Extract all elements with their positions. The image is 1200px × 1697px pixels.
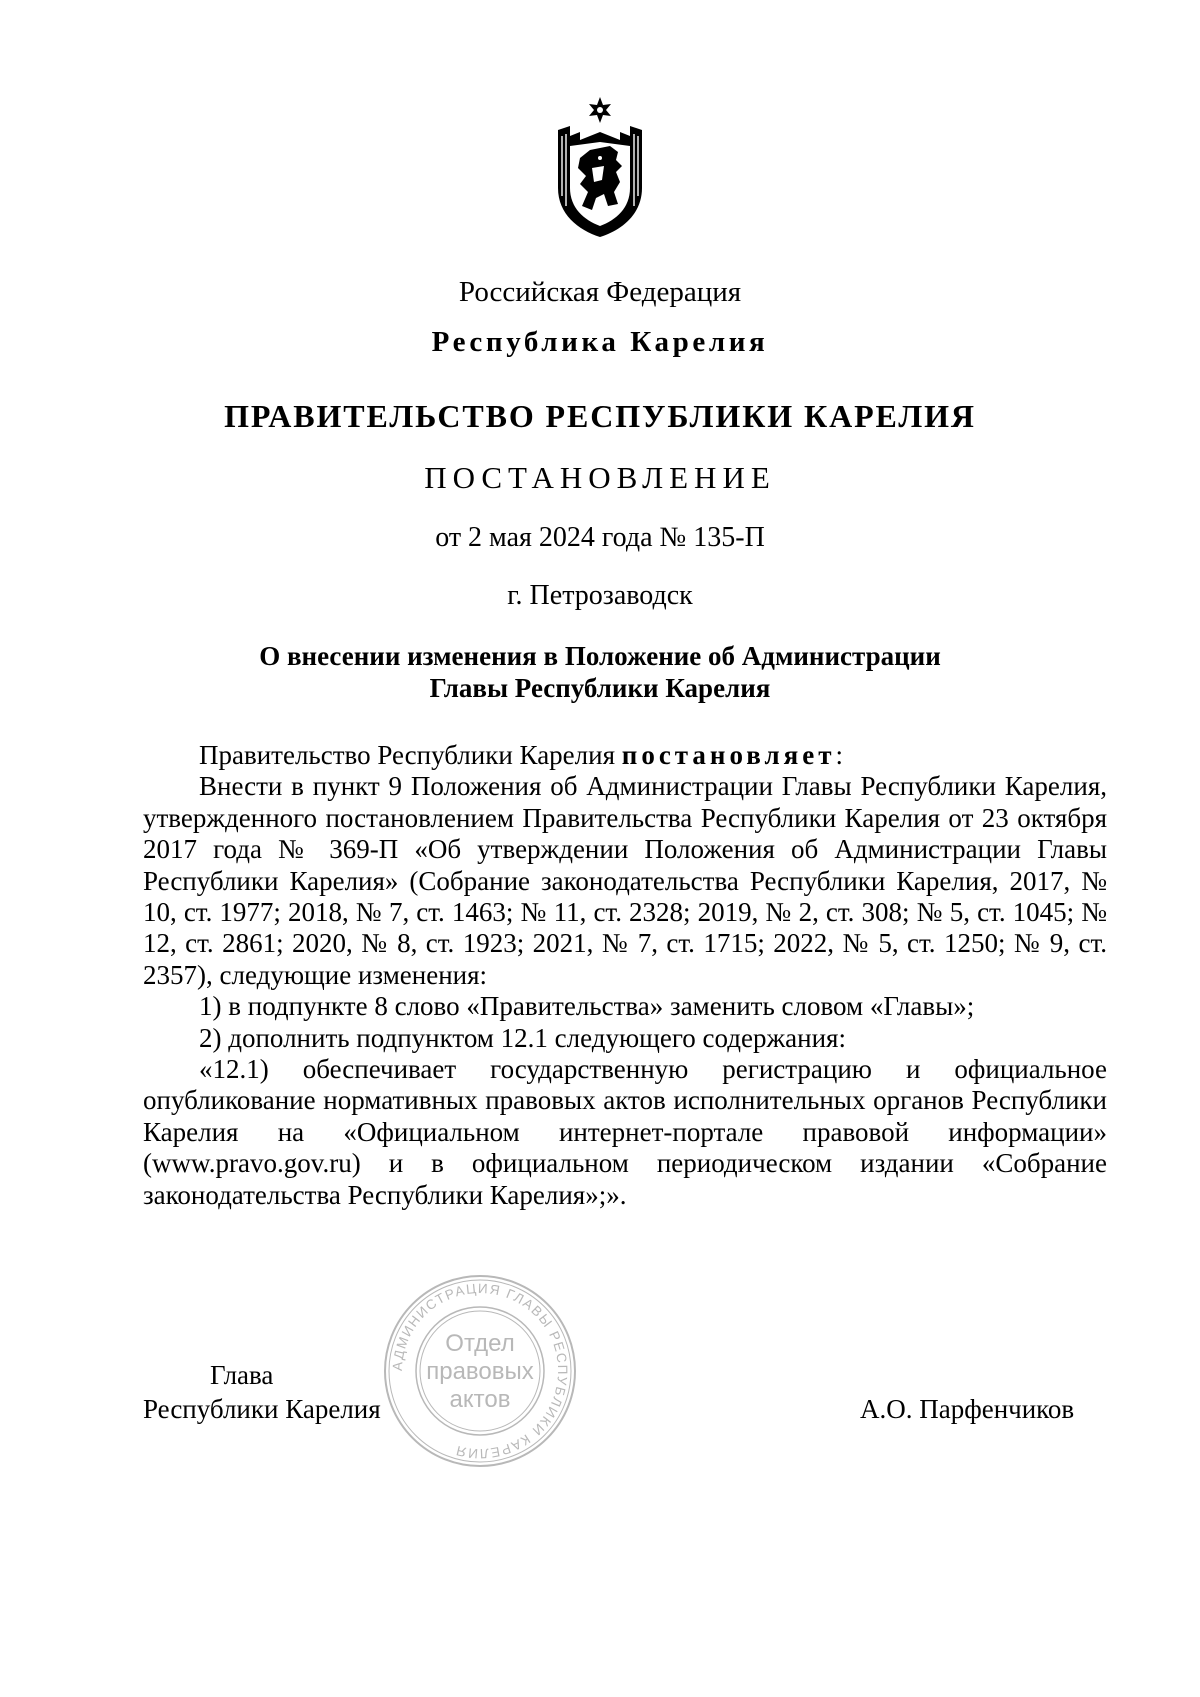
document-city: г. Петрозаводск <box>507 580 693 611</box>
stamp-ring-text: АДМИНИСТРАЦИЯ ГЛАВЫ РЕСПУБЛИКИ КАРЕЛИЯ <box>389 1280 571 1462</box>
signature-title: Глава <box>210 1360 274 1390</box>
country-name: Российская Федерация <box>458 276 742 308</box>
document-type: ПОСТАНОВЛЕНИЕ <box>424 460 776 495</box>
decree-intro-end: : <box>835 740 844 770</box>
decree-intro-text: Правительство Республики Карелия <box>199 740 622 770</box>
list-item: 2) дополнить подпунктом 12.1 следующего содержания: <box>199 1022 846 1053</box>
stamp-line: актов <box>449 1386 511 1413</box>
document-date-number: от 2 мая 2024 года № 135-П <box>435 522 765 553</box>
title-line: Главы Республики Карелия <box>429 673 771 703</box>
stamp-line: Отдел <box>445 1330 515 1357</box>
document-body <box>143 740 1107 1211</box>
title-line: О внесении изменения в Положение об Администрации <box>259 641 941 671</box>
signature-org: Республики Карелия <box>143 1394 381 1424</box>
signatory-name: А.О. Парфенчиков <box>860 1394 1075 1424</box>
paragraph: Внести в пункт 9 Положения об Администрации Главы Республики Карелия, утвержденного постановлением Правительства Республики Карелия от 23 октября 2017 года № 369-П «Об утверждении Положения об Администрации Главы Республики Карелия» (Собрание законодательства Республики Карелия, 2017, № 10, ст. 1977; 2018, № 7, ст. 1463; № 11, ст. 2328; 2019, № 2, ст. 308; № 5, ст. 1045; № 12, ст. 2861; 2020, № 8, ст. 1923; 2021, № 7, ст. 1715; 2022, № 5, ст. 1250; № 9, ст. 2357), следующие изменения: <box>143 771 1107 990</box>
decree-word: постановляет <box>621 740 836 770</box>
official-stamp <box>382 1273 578 1469</box>
karelia-coat-of-arms-icon <box>556 96 644 238</box>
document-title <box>0 640 1200 704</box>
list-item: 1) в подпункте 8 слово «Правительства» заменить словом «Главы»; <box>199 991 975 1022</box>
list-item: «12.1) обеспечивает государственную регистрацию и официальное опубликование нормативных правовых актов исполнительных органов Республики Карелия на «Официальном интернет-портале правовой информации» (www.pravo.gov.ru) и в официальном периодическом издании «Собрание законодательства Республики Карелия»;». <box>143 1054 1107 1210</box>
republic-name: Республика Карелия <box>431 326 769 358</box>
government-name: ПРАВИТЕЛЬСТВО РЕСПУБЛИКИ КАРЕЛИЯ <box>224 398 976 434</box>
stamp-line: правовых <box>426 1358 534 1385</box>
decree-intro <box>143 740 1107 771</box>
